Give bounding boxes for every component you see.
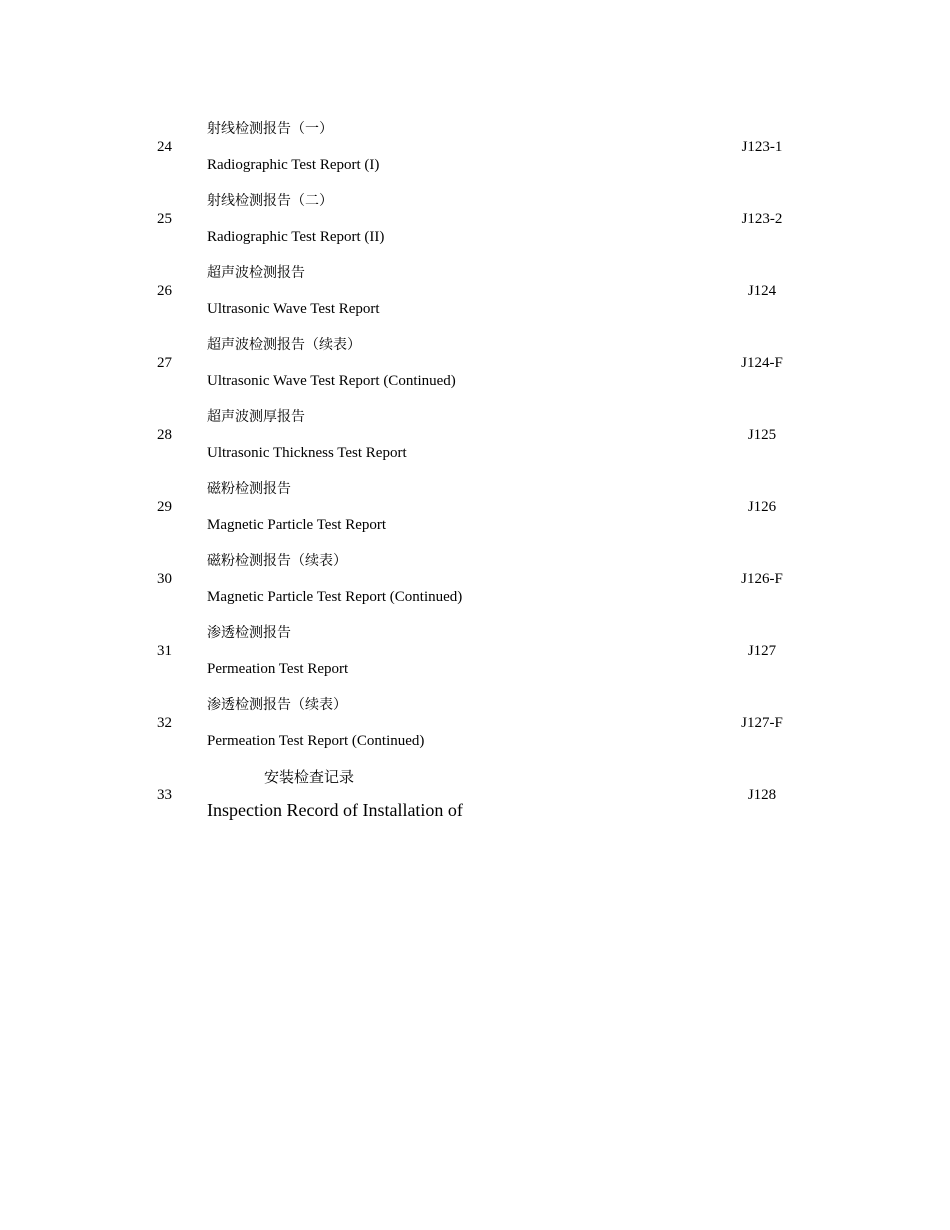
item-code: J123-1 [741, 139, 783, 155]
item-title-chinese: 超声波检测报告 [207, 265, 305, 281]
item-title-english: Inspection Record of Installation of [207, 800, 463, 820]
list-item [0, 478, 950, 550]
item-title-english: Ultrasonic Wave Test Report [207, 301, 380, 317]
item-code: J126 [747, 499, 777, 515]
item-title-english: Ultrasonic Wave Test Report (Continued) [207, 373, 456, 389]
list-item [0, 334, 950, 406]
item-title-english: Magnetic Particle Test Report [207, 517, 387, 533]
item-code: J123-2 [741, 211, 783, 227]
item-title-chinese: 渗透检测报告（续表） [207, 697, 347, 713]
item-number: 24 [157, 139, 172, 155]
list-item [0, 190, 950, 262]
item-number: 29 [157, 499, 172, 515]
item-number: 31 [157, 643, 172, 659]
item-number: 25 [157, 211, 172, 227]
list-item [0, 622, 950, 694]
item-title-english: Permeation Test Report (Continued) [207, 733, 425, 749]
item-code: J125 [747, 427, 777, 443]
item-code: J126-F [741, 571, 783, 587]
item-code: J124 [747, 283, 777, 299]
item-number: 28 [157, 427, 172, 443]
list-item [0, 550, 950, 622]
item-title-chinese: 安装检查记录 [264, 768, 355, 786]
item-number: 33 [157, 787, 172, 803]
item-title-english: Ultrasonic Thickness Test Report [207, 445, 407, 461]
list-item [0, 118, 950, 190]
item-title-chinese: 射线检测报告（二） [207, 193, 333, 209]
item-code: J127-F [741, 715, 783, 731]
item-title-chinese: 渗透检测报告 [207, 625, 291, 641]
item-title-chinese: 超声波测厚报告 [207, 409, 305, 425]
item-number: 27 [157, 355, 172, 371]
item-number: 30 [157, 571, 172, 587]
item-title-chinese: 射线检测报告（一） [207, 121, 333, 137]
item-title-english: Permeation Test Report [207, 661, 349, 677]
list-item [0, 694, 950, 766]
item-code: J127 [747, 643, 777, 659]
item-code: J124-F [741, 355, 783, 371]
item-title-english: Magnetic Particle Test Report (Continued) [207, 589, 463, 605]
item-number: 32 [157, 715, 172, 731]
item-title-chinese: 磁粉检测报告（续表） [207, 553, 347, 569]
item-number: 26 [157, 283, 172, 299]
list-item [0, 262, 950, 334]
list-item [0, 766, 950, 838]
item-title-english: Radiographic Test Report (I) [207, 157, 380, 173]
item-title-chinese: 超声波检测报告（续表） [207, 337, 361, 353]
item-code: J128 [747, 787, 777, 803]
item-title-english: Radiographic Test Report (II) [207, 229, 385, 245]
item-title-chinese: 磁粉检测报告 [207, 481, 291, 497]
list-item [0, 406, 950, 478]
